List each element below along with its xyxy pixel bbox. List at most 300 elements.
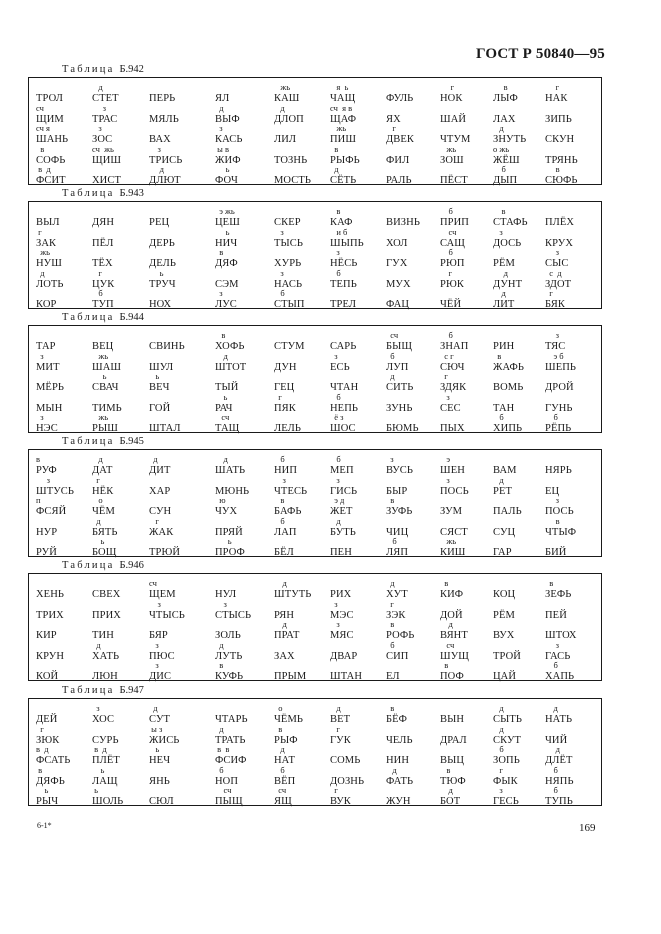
variant-mark xyxy=(274,641,330,650)
word-cell xyxy=(92,786,148,810)
word-cell xyxy=(493,413,549,437)
syllable-word: НАСЬ xyxy=(274,278,303,290)
variant-mark: в xyxy=(386,703,395,713)
variant-mark xyxy=(36,207,92,216)
variant-mark xyxy=(493,331,549,340)
table-row xyxy=(29,537,603,561)
syllable-word: ЧИЙ xyxy=(545,734,568,746)
variant-mark: ь xyxy=(149,371,160,381)
syllable-word: ЛЕЛЬ xyxy=(274,423,301,434)
syllable-word: ДУНТ xyxy=(493,278,523,290)
syllable-word: ЛЮН xyxy=(92,671,118,682)
syllable-word: ДИТ xyxy=(149,465,171,476)
variant-mark: ь xyxy=(215,226,230,237)
syllable-word: ТОЗНЬ xyxy=(274,154,308,166)
syllable-word: ЗЮК xyxy=(36,734,60,746)
syllable-word: ЯНЬ xyxy=(149,775,170,787)
syllable-word: ПИШ xyxy=(330,134,357,145)
variant-mark: з xyxy=(545,247,559,257)
variant-mark xyxy=(36,579,92,588)
variant-mark xyxy=(274,537,330,546)
variant-mark xyxy=(440,745,496,754)
syllable-word: ШТАН xyxy=(330,671,363,682)
word-cell xyxy=(330,289,386,313)
variant-mark: сч xyxy=(36,102,44,113)
word-cell xyxy=(274,661,330,685)
syllable-word: ЧТУМ xyxy=(440,134,471,145)
variant-mark xyxy=(149,352,205,361)
syllable-word: РЫФ xyxy=(274,734,298,746)
variant-mark xyxy=(545,725,601,734)
syllable-word: ЧТЫФ xyxy=(545,526,577,538)
word-cell xyxy=(545,537,601,561)
syllable-word: СЁТЬ xyxy=(330,175,357,186)
word-cell xyxy=(274,413,330,437)
syllable-word: ЕСЬ xyxy=(330,361,350,373)
syllable-word: БЁФ xyxy=(386,714,408,725)
syllable-word: ЧЁМЬ xyxy=(274,714,304,725)
syllable-word: ЧЁМ xyxy=(92,506,115,517)
syllable-word: ЧЕЛЬ xyxy=(386,734,413,746)
variant-mark xyxy=(545,620,601,629)
syllable-word: МУХ xyxy=(386,278,411,290)
syllable-word: КАФ xyxy=(330,217,353,228)
variant-mark: з xyxy=(545,495,559,505)
syllable-word: ВАХ xyxy=(149,134,171,145)
variant-mark: з xyxy=(36,412,44,422)
variant-mark xyxy=(440,704,496,713)
variant-mark: ё з xyxy=(330,412,344,422)
word-cell xyxy=(386,289,442,313)
syllable-word: ПОСЬ xyxy=(545,506,574,517)
word-cell xyxy=(440,413,496,437)
variant-mark: д xyxy=(493,123,504,133)
variant-mark: в xyxy=(545,578,554,588)
variant-mark: д xyxy=(215,454,228,464)
variant-mark xyxy=(386,393,442,402)
variant-mark: д xyxy=(274,744,285,754)
syllable-word: ФСИТ xyxy=(36,175,66,186)
word-cell xyxy=(36,289,92,313)
variant-mark xyxy=(330,766,386,775)
word-cell xyxy=(215,289,271,313)
word-cell xyxy=(274,537,330,561)
syllable-word: МИТ xyxy=(36,361,60,373)
syllable-word: ПРИП xyxy=(440,217,469,228)
word-table xyxy=(28,325,602,433)
variant-mark xyxy=(92,579,148,588)
syllable-word: ЛАЩ xyxy=(92,775,118,787)
word-cell xyxy=(440,537,496,561)
syllable-word: ЗЕФЬ xyxy=(545,589,572,600)
variant-mark: и б xyxy=(330,226,348,237)
variant-mark: з xyxy=(36,474,50,485)
syllable-word: ЯЩ xyxy=(274,796,292,807)
syllable-word: РЁПЬ xyxy=(545,423,572,434)
variant-mark: з xyxy=(330,247,340,257)
variant-mark: з xyxy=(215,123,223,133)
variant-mark: жь xyxy=(440,536,457,546)
syllable-word: РЕЦ xyxy=(149,217,170,228)
syllable-word: ТРОЛ xyxy=(36,93,63,104)
word-cell xyxy=(274,165,330,189)
variant-mark xyxy=(330,579,386,588)
syllable-word: СВАЧ xyxy=(92,382,119,393)
variant-mark xyxy=(92,725,148,734)
syllable-word: БИЙ xyxy=(545,547,567,558)
syllable-word: СТАФЬ xyxy=(493,217,528,228)
syllable-word: РЕТ xyxy=(493,485,512,497)
variant-mark xyxy=(440,124,496,133)
variant-mark: г xyxy=(36,226,42,237)
variant-mark: в xyxy=(330,206,341,216)
variant-mark xyxy=(149,786,205,795)
variant-mark xyxy=(330,331,386,340)
word-cell xyxy=(545,289,601,313)
syllable-word: МЁРЬ xyxy=(36,382,65,393)
syllable-word: ЖИФ xyxy=(215,154,241,166)
table-caption xyxy=(62,188,144,199)
syllable-word: ЛИТ xyxy=(493,299,515,310)
variant-mark: сч xyxy=(440,226,457,237)
variant-mark xyxy=(36,704,92,713)
word-cell xyxy=(215,786,271,810)
variant-mark: сч xyxy=(149,578,157,588)
variant-mark: я ь xyxy=(330,82,349,92)
syllable-word: ТРИСЬ xyxy=(149,154,183,166)
variant-mark: г xyxy=(440,371,448,381)
variant-mark: ь xyxy=(92,764,105,775)
syllable-word: ХУРЬ xyxy=(274,258,302,269)
variant-mark: б xyxy=(92,288,103,298)
syllable-word: ДЯН xyxy=(92,217,115,228)
variant-mark xyxy=(274,352,330,361)
word-cell xyxy=(386,786,442,810)
variant-mark xyxy=(92,331,148,340)
syllable-word: ШТУСЬ xyxy=(36,485,74,497)
syllable-word: ДРАЛ xyxy=(440,734,467,746)
syllable-word: БЯР xyxy=(149,630,168,641)
syllable-word: ЖАФЬ xyxy=(493,361,525,373)
variant-mark xyxy=(386,413,442,422)
variant-mark xyxy=(545,393,601,402)
variant-mark: ь xyxy=(215,536,232,546)
syllable-word: СТЫСЬ xyxy=(215,609,252,621)
word-cell xyxy=(330,537,386,561)
variant-mark: г xyxy=(386,598,394,609)
syllable-word: ДВЕК xyxy=(386,134,414,145)
variant-mark: сч жь xyxy=(92,143,114,154)
syllable-word: СЫТЬ xyxy=(493,714,523,725)
variant-mark: в xyxy=(215,330,226,340)
syllable-word: ЗАХ xyxy=(274,650,295,662)
word-cell xyxy=(330,165,386,189)
syllable-word: ЧАЩ xyxy=(330,93,356,104)
syllable-word: ФАТЬ xyxy=(386,775,414,787)
variant-mark: д xyxy=(545,744,560,754)
syllable-word: ХЕНЬ xyxy=(36,589,65,600)
table-caption-number: Б.943 xyxy=(119,188,144,199)
page-number: 169 xyxy=(579,822,596,834)
syllable-word: ХОС xyxy=(92,714,115,725)
syllable-word: ПРЯЙ xyxy=(215,526,243,538)
syllable-word: НИП xyxy=(274,465,298,476)
variant-mark: з xyxy=(545,639,559,650)
variant-mark xyxy=(215,476,271,485)
syllable-word: ЛАП xyxy=(274,526,297,538)
syllable-word: ЧУХ xyxy=(215,506,238,517)
variant-mark: з xyxy=(149,639,159,650)
syllable-word: ВЕЧ xyxy=(149,382,170,393)
table-caption-word: Таблица xyxy=(62,685,115,696)
variant-mark xyxy=(545,104,601,113)
variant-mark xyxy=(440,104,496,113)
syllable-word: СУТ xyxy=(149,714,171,725)
syllable-word: ЧТЕСЬ xyxy=(274,485,308,497)
variant-mark: б xyxy=(386,350,395,361)
word-table xyxy=(28,573,602,681)
syllable-word: ШЕПЬ xyxy=(545,361,577,373)
syllable-word: ТЁХ xyxy=(92,258,113,269)
word-cell xyxy=(386,413,442,437)
variant-mark: в xyxy=(440,660,449,670)
syllable-word: ВОМЬ xyxy=(493,382,524,393)
syllable-word: СОФЬ xyxy=(36,154,66,166)
syllable-word: КОЦ xyxy=(493,589,516,600)
variant-mark: жь xyxy=(440,143,457,154)
variant-mark: б xyxy=(274,764,285,775)
syllable-word: ТИМЬ xyxy=(92,402,122,414)
variant-mark xyxy=(545,228,601,237)
word-cell xyxy=(215,165,271,189)
syllable-word: ФСИФ xyxy=(215,755,247,766)
syllable-word: ШТАЛ xyxy=(149,423,181,434)
variant-mark: з xyxy=(149,660,159,670)
syllable-word: ЗУНЬ xyxy=(386,402,413,414)
syllable-word: МОСТЬ xyxy=(274,175,311,186)
variant-mark: д xyxy=(330,515,341,526)
variant-mark xyxy=(386,725,442,734)
syllable-word: ХОЛ xyxy=(386,237,408,249)
word-table xyxy=(28,201,602,309)
variant-mark xyxy=(274,165,330,174)
syllable-word: ЛУС xyxy=(215,299,237,310)
variant-mark xyxy=(330,745,386,754)
word-cell xyxy=(36,165,92,189)
variant-mark xyxy=(215,372,271,381)
syllable-word: ЖАК xyxy=(149,526,174,538)
syllable-word: МЮНЬ xyxy=(215,485,250,497)
word-cell xyxy=(493,165,549,189)
word-cell xyxy=(36,413,92,437)
syllable-word: ГАР xyxy=(493,547,512,558)
variant-mark: з xyxy=(92,703,100,713)
variant-mark xyxy=(149,537,205,546)
syllable-word: ПОФ xyxy=(440,671,464,682)
word-cell xyxy=(149,537,205,561)
variant-mark xyxy=(274,661,330,670)
syllable-word: БЁЛ xyxy=(274,547,294,558)
variant-mark: э б xyxy=(545,350,564,361)
variant-mark: д xyxy=(92,454,103,464)
variant-mark: жь xyxy=(330,123,347,133)
variant-mark: в xyxy=(36,454,41,464)
syllable-word: НЯПЬ xyxy=(545,775,574,787)
syllable-word: ХАТЬ xyxy=(92,650,120,662)
variant-mark: сч xyxy=(440,639,455,650)
variant-mark xyxy=(545,372,601,381)
variant-mark xyxy=(493,248,549,257)
variant-mark xyxy=(36,393,92,402)
syllable-word: ЗНАП xyxy=(440,341,469,352)
syllable-word: ЕЦ xyxy=(545,485,560,497)
syllable-word: ПОСЬ xyxy=(440,485,469,497)
syllable-word: ШОС xyxy=(330,423,356,434)
variant-mark xyxy=(149,496,205,505)
variant-mark: жь xyxy=(92,412,109,422)
variant-mark xyxy=(149,393,205,402)
variant-mark: п xyxy=(36,495,41,505)
variant-mark: в xyxy=(493,206,506,216)
syllable-word: ТРЯНЬ xyxy=(545,154,578,166)
table-caption xyxy=(62,64,144,75)
variant-mark: г xyxy=(330,785,338,795)
syllable-word: ЦАЙ xyxy=(493,671,517,682)
syllable-word: ЖЕТ xyxy=(330,506,353,517)
syllable-word: ХИПЬ xyxy=(493,423,523,434)
syllable-word: ПРАТ xyxy=(274,630,300,641)
variant-mark xyxy=(386,289,442,298)
variant-mark: б xyxy=(545,412,558,422)
syllable-word: ЖИСЬ xyxy=(149,734,180,746)
variant-mark xyxy=(493,393,549,402)
variant-mark: б xyxy=(545,660,558,670)
variant-mark: б xyxy=(440,247,453,257)
variant-mark: ь xyxy=(215,164,230,174)
word-cell xyxy=(330,413,386,437)
variant-mark: ь xyxy=(36,785,49,795)
variant-mark: г xyxy=(92,474,100,485)
variant-mark: ь xyxy=(92,785,99,795)
variant-mark: д xyxy=(215,723,224,734)
syllable-word: СИТЬ xyxy=(386,382,414,393)
variant-mark: г xyxy=(440,267,452,278)
variant-mark: б xyxy=(215,764,224,775)
syllable-word: ДЯФЬ xyxy=(36,775,65,787)
syllable-word: НЁСЬ xyxy=(330,258,358,269)
syllable-word: НЯРЬ xyxy=(545,465,572,476)
variant-mark: о xyxy=(274,703,283,713)
syllable-word: ВЫФ xyxy=(215,113,240,125)
variant-mark: б xyxy=(274,515,285,526)
syllable-word: ТРЕЛ xyxy=(330,299,357,310)
variant-mark xyxy=(493,104,549,113)
variant-mark: в xyxy=(215,247,224,257)
syllable-word: ТРАС xyxy=(92,113,118,125)
syllable-word: САРЬ xyxy=(330,341,357,352)
variant-mark: э жь xyxy=(215,206,235,216)
variant-mark: д xyxy=(92,82,103,92)
variant-mark xyxy=(149,766,205,775)
syllable-word: ШАТЬ xyxy=(215,465,246,476)
variant-mark: в xyxy=(386,619,395,629)
variant-mark xyxy=(149,83,205,92)
table-caption-number: Б.946 xyxy=(119,560,144,571)
word-cell xyxy=(440,165,496,189)
variant-mark xyxy=(92,661,148,670)
syllable-word: ГОЙ xyxy=(149,402,171,414)
word-cell xyxy=(36,661,92,685)
variant-mark: д xyxy=(493,703,504,713)
variant-mark xyxy=(545,207,601,216)
variant-mark: жь xyxy=(92,350,109,361)
variant-mark xyxy=(215,704,271,713)
syllable-word: БЯК xyxy=(545,299,565,310)
syllable-word: ЗДЯК xyxy=(440,382,467,393)
syllable-word: ДЛОП xyxy=(274,113,304,125)
variant-mark: б xyxy=(493,412,504,422)
syllable-word: БАФЬ xyxy=(274,506,302,517)
syllable-word: ВУХ xyxy=(493,630,515,641)
table-row xyxy=(29,165,603,189)
syllable-word: НЕПЬ xyxy=(330,402,359,414)
table-caption xyxy=(62,560,144,571)
variant-mark: з xyxy=(215,288,223,298)
syllable-word: ЗОШ xyxy=(440,154,464,166)
variant-mark xyxy=(274,331,330,340)
variant-mark: д xyxy=(386,371,395,381)
syllable-word: ЛУП xyxy=(386,361,409,373)
variant-mark xyxy=(92,600,148,609)
syllable-word: ДЛЮТ xyxy=(149,175,181,186)
syllable-word: ДУН xyxy=(274,361,297,373)
table-caption-number: Б.942 xyxy=(119,64,144,75)
variant-mark xyxy=(440,496,496,505)
variant-mark xyxy=(493,579,549,588)
variant-mark: д xyxy=(92,639,101,650)
variant-mark: г xyxy=(545,82,560,92)
syllable-word: ДРОЙ xyxy=(545,382,574,393)
syllable-word: ФОЧ xyxy=(215,175,238,186)
syllable-word: БЫЩ xyxy=(386,341,413,352)
syllable-word: ДЯФ xyxy=(215,258,238,269)
syllable-word: ДЕЛЬ xyxy=(149,258,176,269)
syllable-word: ЗУМ xyxy=(440,506,463,517)
variant-mark xyxy=(493,641,549,650)
word-cell xyxy=(149,413,205,437)
variant-mark xyxy=(386,517,442,526)
word-cell xyxy=(274,786,330,810)
syllable-word: ЗОС xyxy=(92,134,113,145)
syllable-word: РАЧ xyxy=(215,402,233,414)
syllable-word: РУЙ xyxy=(36,547,57,558)
table-caption-word: Таблица xyxy=(62,64,115,75)
syllable-word: ХОФЬ xyxy=(215,341,245,352)
syllable-word: ГИСЬ xyxy=(330,485,358,497)
word-cell xyxy=(215,661,271,685)
syllable-word: ПЕН xyxy=(330,547,352,558)
syllable-word: СИП xyxy=(386,650,409,662)
variant-mark: в xyxy=(330,143,339,154)
syllable-word: СУН xyxy=(149,506,172,517)
syllable-word: ЛАХ xyxy=(493,113,516,125)
syllable-word: НОП xyxy=(215,775,239,787)
word-cell xyxy=(545,165,601,189)
word-table xyxy=(28,77,602,185)
table-caption xyxy=(62,312,144,323)
syllable-word: ТРУЧ xyxy=(149,278,176,290)
syllable-word: ДАТ xyxy=(92,465,113,476)
